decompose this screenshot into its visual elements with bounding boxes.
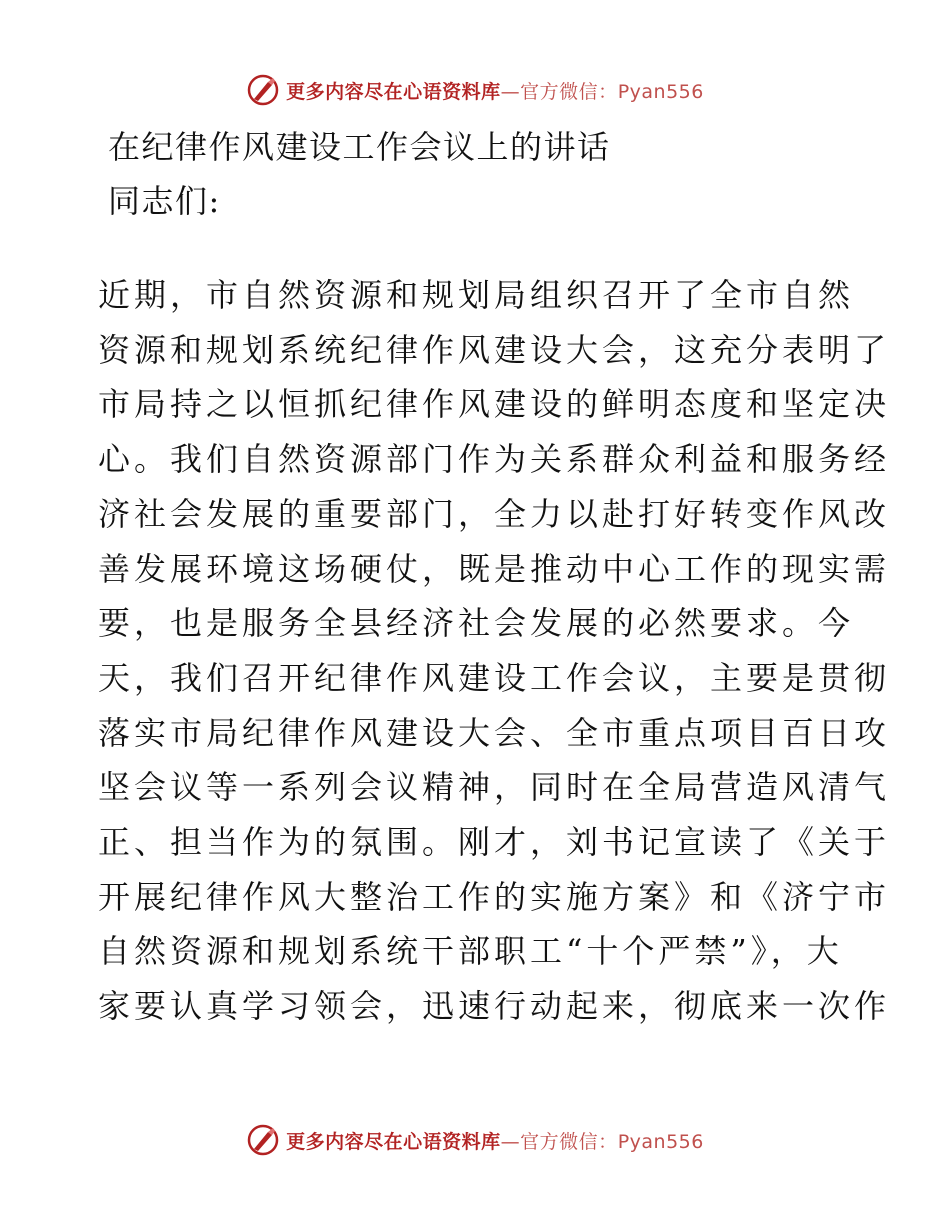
- text-line: 开展纪律作风大整治工作的实施方案》和《济宁市: [98, 877, 891, 916]
- text-line: 自然资源和规划系统干部职工“十个严禁”》，大: [98, 932, 843, 971]
- text-line: 济社会发展的重要部门，全力以赴打好转变作风改: [98, 494, 891, 533]
- footer-banner: [0, 1120, 950, 1160]
- document-title: 在纪律作风建设工作会议上的讲话: [108, 128, 611, 166]
- text-line: 资源和规划系统纪律作风建设大会，这充分表明了: [98, 330, 891, 369]
- text-line: 正、担当作为的氛围。刚才，刘书记宣读了《关于: [98, 823, 891, 862]
- text-line: 善发展环境这场硬仗，既是推动中心工作的现实需: [98, 549, 891, 588]
- quill-logo-icon: [246, 73, 280, 107]
- banner-text: 更多内容尽在心语资料库—官方微信：Pyan556: [286, 1130, 704, 1153]
- text-line: 近期，市自然资源和规划局组织召开了全市自然: [98, 276, 855, 314]
- text-line: 落实市局纪律作风建设大会、全市重点项目百日攻: [98, 713, 891, 752]
- text-line: 家要认真学习领会，迅速行动起来，彻底来一次作: [98, 987, 891, 1026]
- text-line: 市局持之以恒抓纪律作风建设的鲜明态度和坚定决: [98, 385, 891, 424]
- salutation: 同志们:: [108, 182, 221, 220]
- text-line: 坚会议等一系列会议精神，同时在全局营造风清气: [98, 768, 891, 807]
- text-line: 天，我们召开纪律作风建设工作会议，主要是贯彻: [98, 658, 891, 697]
- body-paragraph: [98, 268, 891, 1034]
- text-line: 心。我们自然资源部门作为关系群众利益和服务经: [98, 440, 891, 479]
- banner-text: 更多内容尽在心语资料库—官方微信：Pyan556: [286, 80, 704, 103]
- text-line: 要，也是服务全县经济社会发展的必然要求。今: [98, 604, 855, 643]
- header-banner: [0, 70, 950, 110]
- quill-logo-icon: [246, 1123, 280, 1157]
